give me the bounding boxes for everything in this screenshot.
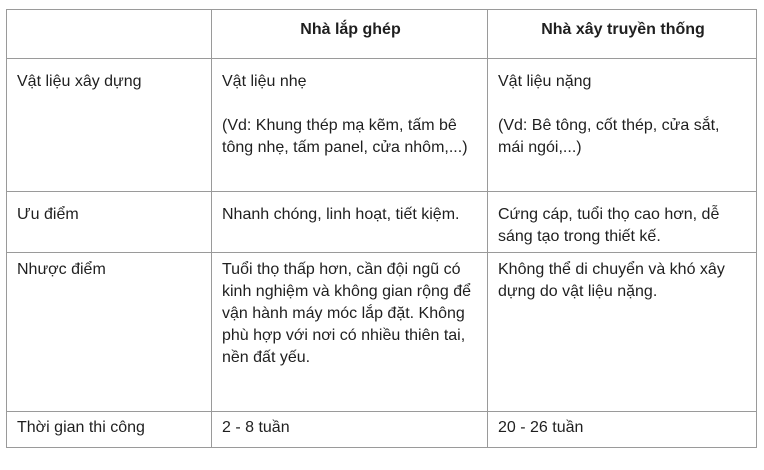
cell-traditional-construction-time: 20 - 26 tuần bbox=[488, 412, 757, 448]
header-prefab-house: Nhà lắp ghép bbox=[212, 10, 488, 59]
cell-text: (Vd: Khung thép mạ kẽm, tấm bê tông nhẹ, tấm panel, cửa nhôm,...) bbox=[222, 117, 468, 156]
cell-text: (Vd: Bê tông, cốt thép, cửa sắt, mái ngói,...) bbox=[498, 117, 720, 156]
cell-prefab-materials bbox=[212, 59, 488, 192]
cell-text: Vật liệu nhẹ bbox=[222, 73, 307, 90]
cell-traditional-disadvantages: Không thể di chuyển và khó xây dựng do vật liệu nặng. bbox=[488, 253, 757, 412]
comparison-table bbox=[6, 9, 757, 448]
table-row bbox=[7, 192, 757, 253]
table-header-row bbox=[7, 10, 757, 59]
table-row bbox=[7, 412, 757, 448]
header-traditional-house: Nhà xây truyền thống bbox=[488, 10, 757, 59]
comparison-table-wrapper bbox=[6, 9, 757, 448]
row-label-disadvantages: Nhược điểm bbox=[7, 253, 212, 412]
row-label-construction-time: Thời gian thi công bbox=[7, 412, 212, 448]
row-label-materials: Vật liệu xây dựng bbox=[7, 59, 212, 192]
header-corner-cell bbox=[7, 10, 212, 59]
cell-text: Vật liệu nặng bbox=[498, 73, 592, 90]
cell-traditional-advantages: Cứng cáp, tuổi thọ cao hơn, dễ sáng tạo trong thiết kế. bbox=[488, 192, 757, 253]
cell-prefab-advantages: Nhanh chóng, linh hoạt, tiết kiệm. bbox=[212, 192, 488, 253]
table-row bbox=[7, 59, 757, 192]
row-label-advantages: Ưu điểm bbox=[7, 192, 212, 253]
cell-prefab-disadvantages: Tuổi thọ thấp hơn, cần đội ngũ có kinh nghiệm và không gian rộng để vận hành máy móc lắp đặt. Không phù hợp với nơi có nhiều thiên tai, nền đất yếu. bbox=[212, 253, 488, 412]
cell-traditional-materials bbox=[488, 59, 757, 192]
cell-prefab-construction-time: 2 - 8 tuần bbox=[212, 412, 488, 448]
table-row bbox=[7, 253, 757, 412]
